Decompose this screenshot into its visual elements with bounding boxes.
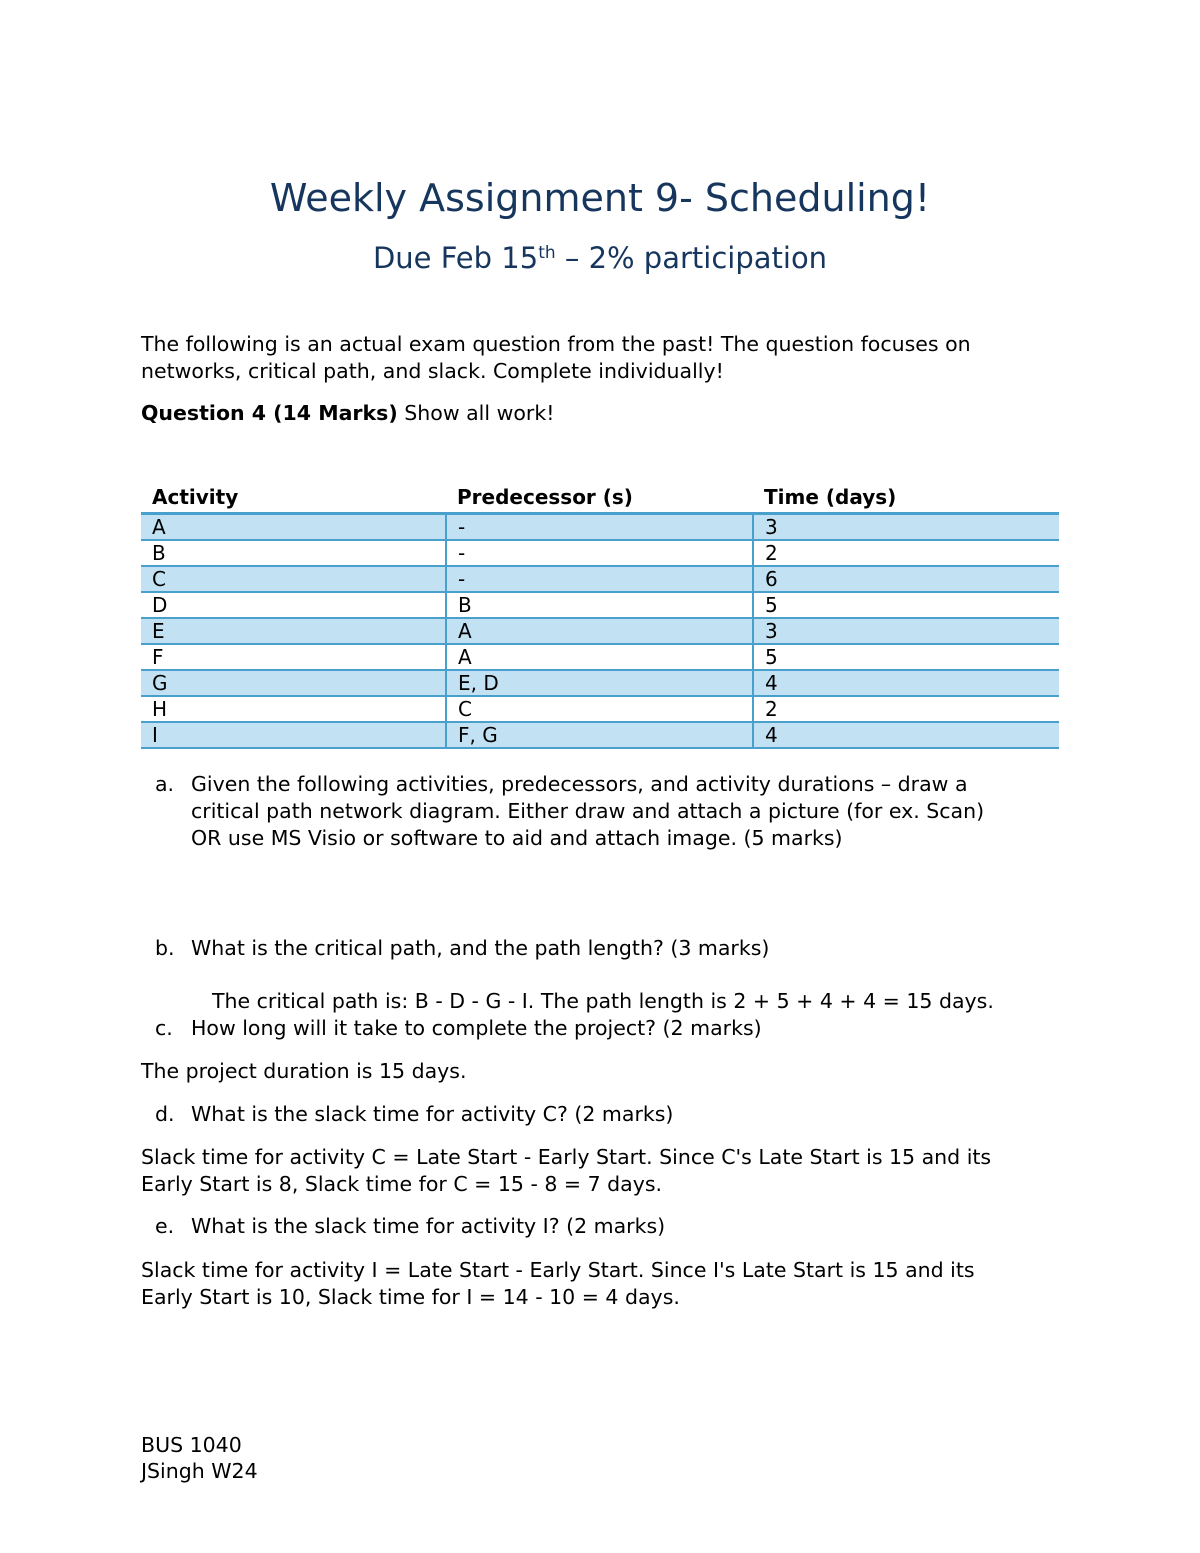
column-header-time: Time (days) [753, 484, 1059, 514]
item-c-answer: The project duration is 15 days. [141, 1059, 467, 1083]
page-footer [141, 1432, 258, 1484]
cell-activity: I [141, 722, 446, 748]
cell-activity: F [141, 644, 446, 670]
item-e-text: What is the slack time for activity I? (2 marks) [191, 1214, 666, 1238]
item-e-marker: e. [155, 1214, 175, 1238]
table-row [141, 540, 1059, 566]
table-row [141, 670, 1059, 696]
subtitle-superscript: th [538, 243, 556, 263]
cell-predecessor: C [446, 696, 753, 722]
cell-activity: D [141, 592, 446, 618]
cell-predecessor: - [446, 566, 753, 592]
cell-time: 5 [753, 644, 1059, 670]
cell-time: 3 [753, 618, 1059, 644]
cell-time: 4 [753, 722, 1059, 748]
item-d-answer-line-2: Early Start is 8, Slack time for C = 15 - 8 = 7 days. [141, 1172, 663, 1196]
table-row [141, 696, 1059, 722]
cell-predecessor: - [446, 540, 753, 566]
item-c-marker: c. [155, 1016, 173, 1040]
cell-activity: A [141, 514, 446, 541]
cell-activity: C [141, 566, 446, 592]
question-label: Question 4 (14 Marks) [141, 401, 398, 425]
item-d-answer-line-1: Slack time for activity C = Late Start - Early Start. Since C's Late Start is 15 and its [141, 1145, 992, 1169]
cell-predecessor: B [446, 592, 753, 618]
item-c-text: How long will it take to complete the project? (2 marks) [191, 1016, 762, 1040]
page-title: Weekly Assignment 9- Scheduling! [269, 176, 931, 220]
question-instruction: Show all work! [397, 401, 555, 425]
item-e-answer-line-2: Early Start is 10, Slack time for I = 14 - 10 = 4 days. [141, 1285, 680, 1309]
footer-term: JSingh W24 [141, 1459, 258, 1483]
intro-paragraph [141, 331, 971, 385]
table-row [141, 618, 1059, 644]
item-d-marker: d. [155, 1102, 175, 1126]
cell-activity: G [141, 670, 446, 696]
table-row [141, 592, 1059, 618]
question-heading [141, 400, 554, 427]
subtitle-prefix: Due Feb 15 [372, 241, 539, 275]
item-a-line-3: OR use MS Visio or software to aid and attach image. (5 marks) [191, 826, 843, 850]
item-a-marker: a. [155, 772, 175, 796]
cell-activity: H [141, 696, 446, 722]
table-row [141, 644, 1059, 670]
item-b-text: What is the critical path, and the path length? (3 marks) [191, 936, 770, 960]
item-a-line-2: critical path network diagram. Either draw and attach a picture (for ex. Scan) [191, 799, 985, 823]
item-b-answer: The critical path is: B - D - G - I. The path length is 2 + 5 + 4 + 4 = 15 days. [212, 989, 994, 1013]
item-a-text [191, 771, 984, 852]
cell-predecessor: E, D [446, 670, 753, 696]
table-row [141, 722, 1059, 748]
item-e-answer-line-1: Slack time for activity I = Late Start - Early Start. Since I's Late Start is 15 and its [141, 1258, 975, 1282]
cell-time: 4 [753, 670, 1059, 696]
cell-predecessor: - [446, 514, 753, 541]
cell-predecessor: A [446, 644, 753, 670]
footer-course: BUS 1040 [141, 1433, 242, 1457]
cell-time: 2 [753, 696, 1059, 722]
intro-line-1: The following is an actual exam question from the past! The question focuses on [141, 332, 971, 356]
item-d-answer [141, 1144, 991, 1198]
cell-time: 2 [753, 540, 1059, 566]
cell-time: 5 [753, 592, 1059, 618]
subtitle-suffix: – 2% participation [555, 241, 828, 275]
column-header-activity: Activity [141, 484, 446, 514]
table-row [141, 566, 1059, 592]
cell-predecessor: F, G [446, 722, 753, 748]
intro-line-2: networks, critical path, and slack. Complete individually! [141, 359, 724, 383]
activity-table [141, 484, 1059, 749]
item-b-marker: b. [155, 936, 175, 960]
item-a-line-1: Given the following activities, predecessors, and activity durations – draw a [191, 772, 968, 796]
cell-time: 3 [753, 514, 1059, 541]
cell-activity: B [141, 540, 446, 566]
item-d-text: What is the slack time for activity C? (2 marks) [191, 1102, 674, 1126]
cell-predecessor: A [446, 618, 753, 644]
table-row [141, 514, 1059, 541]
cell-activity: E [141, 618, 446, 644]
column-header-predecessor: Predecessor (s) [446, 484, 753, 514]
cell-time: 6 [753, 566, 1059, 592]
page-subtitle [0, 241, 1200, 275]
item-e-answer [141, 1257, 975, 1311]
table-header-row [141, 484, 1059, 514]
